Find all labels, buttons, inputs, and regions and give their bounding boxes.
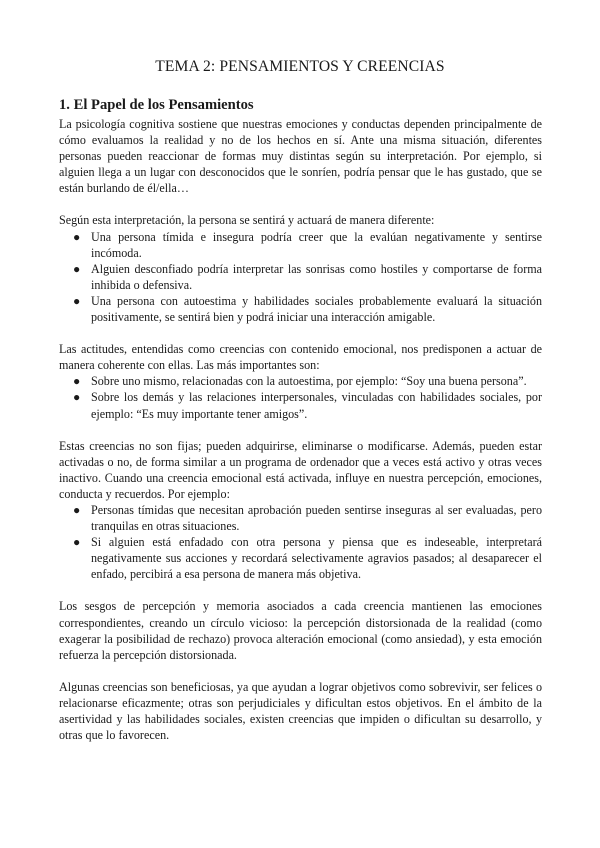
list-item — [59, 373, 542, 389]
bullet-icon: ● — [73, 261, 81, 276]
section-heading: 1. El Papel de los Pensamientos — [59, 97, 254, 113]
list-item-text: Si alguien está enfadado con otra persona y piensa que es indeseable, interpretará negativamente sus acciones y recordará selectivamente agravios pasados; al desaparecer el enfado, percibirá a esa persona de manera más objetiva. — [91, 535, 542, 582]
bullet-list-attitudes — [59, 373, 542, 421]
bullet-icon: ● — [73, 374, 81, 389]
list-item-text: Una persona con autoestima y habilidades sociales probablemente evaluará la situación positivamente, se sentirá bien y podrá iniciar una interacción amigable. — [91, 293, 542, 325]
document-body — [59, 116, 542, 743]
list-item-text: Personas tímidas que necesitan aprobación pueden sentirse inseguras al ser evaluadas, pero tranquilas en otras situaciones. — [91, 502, 542, 534]
paragraph-2: Según esta interpretación, la persona se sentirá y actuará de manera diferente: — [59, 213, 435, 228]
list-item-text: Sobre los demás y las relaciones interpersonales, vinculadas con habilidades sociales, por ejemplo: “Es muy importante tener amigos”. — [91, 390, 542, 421]
list-item — [59, 261, 542, 293]
bullet-list-examples — [59, 502, 542, 582]
list-item-text: Alguien desconfiado podría interpretar las sonrisas como hostiles y comportarse de forma inhibida o defensiva. — [91, 261, 542, 292]
bullet-icon: ● — [73, 293, 81, 308]
list-item — [59, 534, 542, 582]
list-item-text: Una persona tímida e insegura podría creer que la evalúan negativamente y sentirse incómoda. — [91, 229, 542, 260]
paragraph-3: Las actitudes, entendidas como creencias con contenido emocional, nos predisponen a actuar de manera coherente con ellas. Las más importantes son: — [59, 342, 542, 373]
list-item — [59, 293, 542, 325]
paragraph-6: Algunas creencias son beneficiosas, ya que ayudan a lograr objetivos como sobrevivir, ser felices o relacionarse eficazmente; otras son perjudiciales y dificultan estos objetivos. En el ámbito de la asertividad y las habilidades sociales, existen creencias que impiden o dificultan su desarrollo, y otras que lo favorecen. — [59, 679, 542, 743]
paragraph-4: Estas creencias no son fijas; pueden adquirirse, eliminarse o modificarse. Además, pueden estar activadas o no, de forma similar a un programa de ordenador que a veces está activo y otras veces inactivo. Cuando una creencia emocional está activada, influye en nuestra percepción, emociones, conducta y recuerdos. Por ejemplo: — [59, 438, 542, 501]
list-item — [59, 502, 542, 534]
list-item — [59, 229, 542, 261]
bullet-icon: ● — [73, 390, 81, 405]
paragraph-1: La psicología cognitiva sostiene que nuestras emociones y conductas dependen principalmente de cómo evaluamos la realidad y no de los hechos en sí. Ante una misma situación, diferentes personas pueden reaccionar de formas muy distintas según su interpretación. Por ejemplo, si alguien llega a un lugar con desconocidos que le sonríen, podría pensar que le has gustado, que se están burlando de él/ella… — [59, 117, 542, 196]
list-item-text: Sobre uno mismo, relacionadas con la autoestima, por ejemplo: “Soy una buena persona”. — [91, 374, 527, 389]
bullet-icon: ● — [73, 229, 81, 244]
bullet-icon: ● — [73, 535, 81, 550]
bullet-icon: ● — [73, 502, 81, 517]
list-item — [59, 389, 542, 421]
document-title: TEMA 2: PENSAMIENTOS Y CREENCIAS — [155, 58, 445, 75]
paragraph-5: Los sesgos de percepción y memoria asociados a cada creencia mantienen las emociones correspondientes, creando un círculo vicioso: la percepción distorsionada de la realidad (como exagerar la posibilidad de rechazo) provoca alteración emocional (como ansiedad), y esta emoción refuerza la percepción distorsionada. — [59, 599, 542, 662]
bullet-list-interpretations — [59, 229, 542, 326]
